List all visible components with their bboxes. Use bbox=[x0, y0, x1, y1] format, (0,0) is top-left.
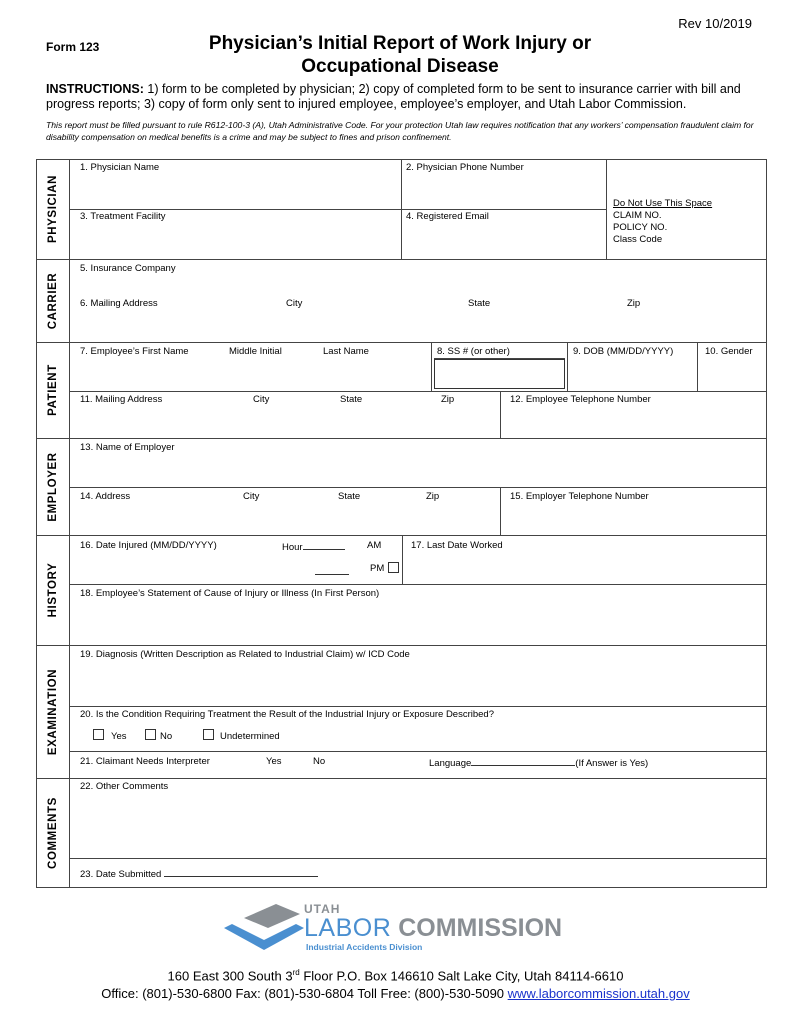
no-label: No bbox=[160, 731, 173, 742]
claim-no-label: CLAIM NO. bbox=[613, 210, 662, 221]
pm-checkbox[interactable] bbox=[388, 562, 399, 573]
employer-name-field[interactable]: 13. Name of Employer bbox=[80, 442, 175, 453]
employer-state-label: State bbox=[338, 491, 361, 502]
divider bbox=[70, 706, 767, 707]
carrier-city-label: City bbox=[286, 298, 303, 309]
undetermined-checkbox[interactable] bbox=[203, 729, 214, 740]
date-submitted-field[interactable] bbox=[80, 867, 318, 880]
carrier-zip-label: Zip bbox=[627, 298, 641, 309]
logo-division: Industrial Accidents Division bbox=[306, 942, 423, 952]
yes-checkbox[interactable] bbox=[93, 729, 104, 740]
am-label: AM bbox=[367, 540, 382, 551]
website-link[interactable]: www.laborcommission.utah.gov bbox=[507, 986, 690, 1001]
language-field[interactable] bbox=[429, 756, 648, 769]
physician-name-field[interactable]: 1. Physician Name bbox=[80, 162, 160, 173]
footer-contact-text: Office: (801)-530-6800 Fax: (801)-530-6804 Toll Free: (800)-530-5090 bbox=[101, 986, 508, 1001]
hour-input-line bbox=[303, 540, 345, 550]
office-use-heading: Do Not Use This Space bbox=[613, 198, 713, 209]
section-employer bbox=[36, 438, 70, 535]
language-label: Language bbox=[429, 758, 472, 769]
pm-label: PM bbox=[370, 563, 385, 574]
divider bbox=[36, 645, 767, 646]
date-injured-field[interactable]: 16. Date Injured (MM/DD/YYYY) bbox=[80, 540, 217, 551]
divider bbox=[697, 342, 698, 391]
interpreter-question: 21. Claimant Needs Interpreter bbox=[80, 756, 210, 767]
interpreter-yes-option[interactable]: Yes bbox=[266, 756, 282, 767]
instructions-text: 1) form to be completed by physician; 2) copy of completed form to be sent to insurance carrier with bill and progress reports; 3) copy of form only sent to injured employee, employee’s employer, and Utah Labor Commission. bbox=[46, 82, 741, 111]
employee-mailing-address-field[interactable]: 11. Mailing Address bbox=[80, 394, 163, 405]
section-label-carrier: CARRIER bbox=[46, 272, 59, 329]
footer-address bbox=[0, 968, 791, 983]
divider bbox=[401, 159, 402, 259]
middle-initial-label: Middle Initial bbox=[229, 346, 282, 357]
divider bbox=[36, 342, 767, 343]
employee-state-label: State bbox=[340, 394, 363, 405]
yes-label: Yes bbox=[111, 731, 127, 742]
section-label-history: HISTORY bbox=[46, 562, 59, 618]
other-comments-field[interactable]: 22. Other Comments bbox=[80, 781, 169, 792]
employee-city-label: City bbox=[253, 394, 270, 405]
divider bbox=[36, 438, 767, 439]
form-number: Form 123 bbox=[46, 40, 100, 54]
employee-zip-label: Zip bbox=[441, 394, 455, 405]
date-submitted-label: 23. Date Submitted bbox=[80, 869, 162, 880]
logo-wordmark bbox=[304, 914, 562, 942]
divider bbox=[70, 209, 606, 210]
section-carrier bbox=[36, 259, 70, 342]
footer-address-sup: rd bbox=[292, 968, 300, 977]
carrier-state-label: State bbox=[468, 298, 491, 309]
gender-field[interactable]: 10. Gender bbox=[705, 346, 753, 357]
logo-labor: LABOR bbox=[304, 914, 392, 942]
cause-of-injury-field[interactable]: 18. Employee’s Statement of Cause of Injury or Illness (In First Person) bbox=[80, 588, 380, 599]
language-if-yes: (If Answer is Yes) bbox=[575, 758, 649, 769]
divider bbox=[70, 487, 767, 488]
revision-date: Rev 10/2019 bbox=[678, 16, 752, 31]
form-title bbox=[150, 32, 650, 78]
registered-email-field[interactable]: 4. Registered Email bbox=[406, 211, 489, 222]
section-label-examination: EXAMINATION bbox=[46, 668, 59, 755]
ssn-label: 8. SS # (or other) bbox=[437, 346, 510, 357]
divider bbox=[606, 159, 607, 259]
divider bbox=[434, 358, 565, 359]
logo-chevron-icon bbox=[222, 900, 306, 956]
employee-first-name-field[interactable]: 7. Employee’s First Name bbox=[80, 346, 189, 357]
carrier-mailing-address-field[interactable]: 6. Mailing Address bbox=[80, 298, 158, 309]
divider bbox=[500, 487, 501, 535]
employer-city-label: City bbox=[243, 491, 260, 502]
dob-field[interactable]: 9. DOB (MM/DD/YYYY) bbox=[573, 346, 674, 357]
divider bbox=[70, 751, 767, 752]
logo-utah: UTAH bbox=[304, 902, 341, 916]
labor-commission-logo bbox=[222, 900, 572, 960]
condition-result-question: 20. Is the Condition Requiring Treatment the Result of the Industrial Injury or Exposure Described? bbox=[80, 709, 494, 720]
employer-zip-label: Zip bbox=[426, 491, 440, 502]
section-label-physician: PHYSICIAN bbox=[46, 174, 59, 244]
last-name-label: Last Name bbox=[323, 346, 369, 357]
interpreter-no-option[interactable]: No bbox=[313, 756, 326, 767]
divider bbox=[567, 342, 568, 391]
footer-address-part: 160 East 300 South 3 bbox=[167, 968, 293, 984]
title-line-1: Physician’s Initial Report of Work Injury or bbox=[208, 33, 592, 54]
diagnosis-field[interactable]: 19. Diagnosis (Written Description as Related to Industrial Claim) w/ ICD Code bbox=[80, 649, 410, 660]
divider bbox=[500, 391, 501, 438]
footer-address-part: Floor P.O. Box 146610 Salt Lake City, Utah 84114-6610 bbox=[299, 968, 624, 984]
policy-no-label: POLICY NO. bbox=[613, 222, 668, 233]
logo-commission: COMMISSION bbox=[398, 914, 563, 942]
insurance-company-field[interactable]: 5. Insurance Company bbox=[80, 263, 176, 274]
section-label-patient: PATIENT bbox=[46, 364, 59, 416]
hour-label: Hour bbox=[282, 542, 303, 553]
employer-phone-field[interactable]: 15. Employer Telephone Number bbox=[510, 491, 649, 502]
treatment-facility-field[interactable]: 3. Treatment Facility bbox=[80, 211, 166, 222]
section-history bbox=[36, 535, 70, 645]
section-label-comments: COMMENTS bbox=[46, 797, 59, 869]
physician-phone-field[interactable]: 2. Physician Phone Number bbox=[406, 162, 524, 173]
divider bbox=[402, 535, 403, 584]
instructions-label: INSTRUCTIONS: bbox=[46, 82, 144, 96]
divider bbox=[70, 391, 767, 392]
divider bbox=[36, 259, 767, 260]
undetermined-label: Undetermined bbox=[220, 731, 280, 742]
no-checkbox[interactable] bbox=[145, 729, 156, 740]
employee-phone-field[interactable]: 12. Employee Telephone Number bbox=[510, 394, 651, 405]
divider bbox=[70, 858, 767, 859]
section-label-employer: EMPLOYER bbox=[46, 451, 59, 522]
footer-contact bbox=[0, 986, 791, 1001]
title-line-2: Occupational Disease bbox=[301, 56, 499, 77]
ssn-input[interactable] bbox=[434, 359, 565, 389]
class-code-label: Class Code bbox=[613, 234, 663, 245]
language-input-line bbox=[471, 756, 575, 766]
hour-field[interactable] bbox=[282, 540, 345, 553]
section-physician bbox=[36, 159, 70, 259]
divider bbox=[431, 342, 432, 391]
legal-note: This report must be filled pursuant to rule R612-100-3 (A), Utah Administrative Code. For your protection Utah law requires notification that any workers’ compensation fraudulent claim for disability compensation on medical benefits is a crime and may be subject to fines and prison confinement. bbox=[46, 120, 754, 142]
minute-input-line bbox=[315, 565, 349, 575]
section-comments bbox=[36, 778, 70, 888]
employer-address-field[interactable]: 14. Address bbox=[80, 491, 131, 502]
divider bbox=[70, 584, 767, 585]
instructions bbox=[46, 82, 756, 112]
section-patient bbox=[36, 342, 70, 438]
section-examination bbox=[36, 645, 70, 778]
last-date-worked-field[interactable]: 17. Last Date Worked bbox=[411, 540, 503, 551]
date-submitted-input-line bbox=[164, 867, 318, 877]
divider bbox=[36, 778, 767, 779]
